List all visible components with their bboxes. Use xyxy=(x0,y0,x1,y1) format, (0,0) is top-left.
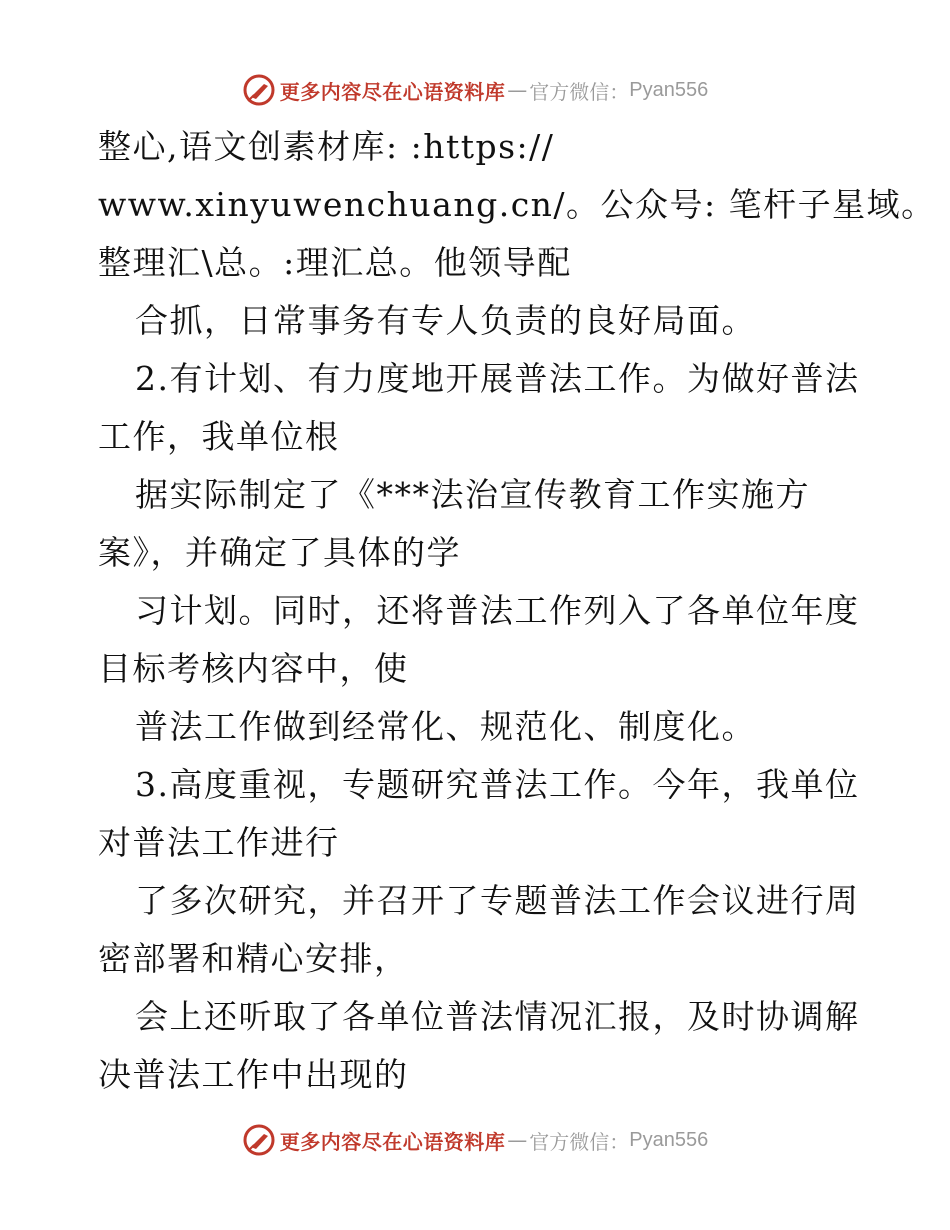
text-line: 案》，并确定了具体的学 xyxy=(98,533,461,572)
header-watermark-banner xyxy=(0,70,950,110)
footer-watermark-banner xyxy=(0,1120,950,1160)
banner-wechat-id: Pyan556 xyxy=(629,78,709,101)
text-line: 2.有计划、有力度地开展普法工作。为做好普法 xyxy=(135,359,860,398)
text-line: 合抓，日常事务有专人负责的良好局面。 xyxy=(135,301,756,340)
text-line: 整理汇\总。:理汇总。他领导配 xyxy=(98,243,572,282)
banner-dash: — xyxy=(507,1128,528,1152)
text-line: 对普法工作进行 xyxy=(98,823,340,862)
text-line: 密部署和精心安排， xyxy=(98,939,409,978)
text-line: 整心,语文创素材库: :https:// xyxy=(98,127,555,166)
text-line: 决普法工作中出现的 xyxy=(98,1055,409,1094)
quill-logo-icon xyxy=(242,73,276,107)
text-line: 习计划。同时，还将普法工作列入了各单位年度 xyxy=(135,591,860,630)
banner-dash: — xyxy=(507,78,528,102)
text-line: 目标考核内容中，使 xyxy=(98,649,409,688)
text-line: 据实际制定了《***法治宣传教育工作实施方 xyxy=(135,475,810,514)
banner-slogan: 更多内容尽在心语资料库 xyxy=(279,1129,506,1154)
banner-wechat-label: 官方微信： xyxy=(529,1129,630,1154)
text-line: 会上还听取了各单位普法情况汇报，及时协调解 xyxy=(135,997,860,1036)
text-line: 普法工作做到经常化、规范化、制度化。 xyxy=(135,707,756,746)
text-line: www.xinyuwenchuang.cn/。公众号: 笔杆子星域。 xyxy=(98,185,936,224)
text-line: 了多次研究，并召开了专题普法工作会议进行周 xyxy=(135,881,860,920)
quill-logo-icon xyxy=(242,1123,276,1157)
banner-wechat-id: Pyan556 xyxy=(629,1128,709,1151)
document-body xyxy=(98,118,936,1104)
banner-slogan: 更多内容尽在心语资料库 xyxy=(279,79,506,104)
banner-wechat-label: 官方微信： xyxy=(529,79,630,104)
text-line: 3.高度重视，专题研究普法工作。今年，我单位 xyxy=(135,765,860,804)
text-line: 工作，我单位根 xyxy=(98,417,340,456)
